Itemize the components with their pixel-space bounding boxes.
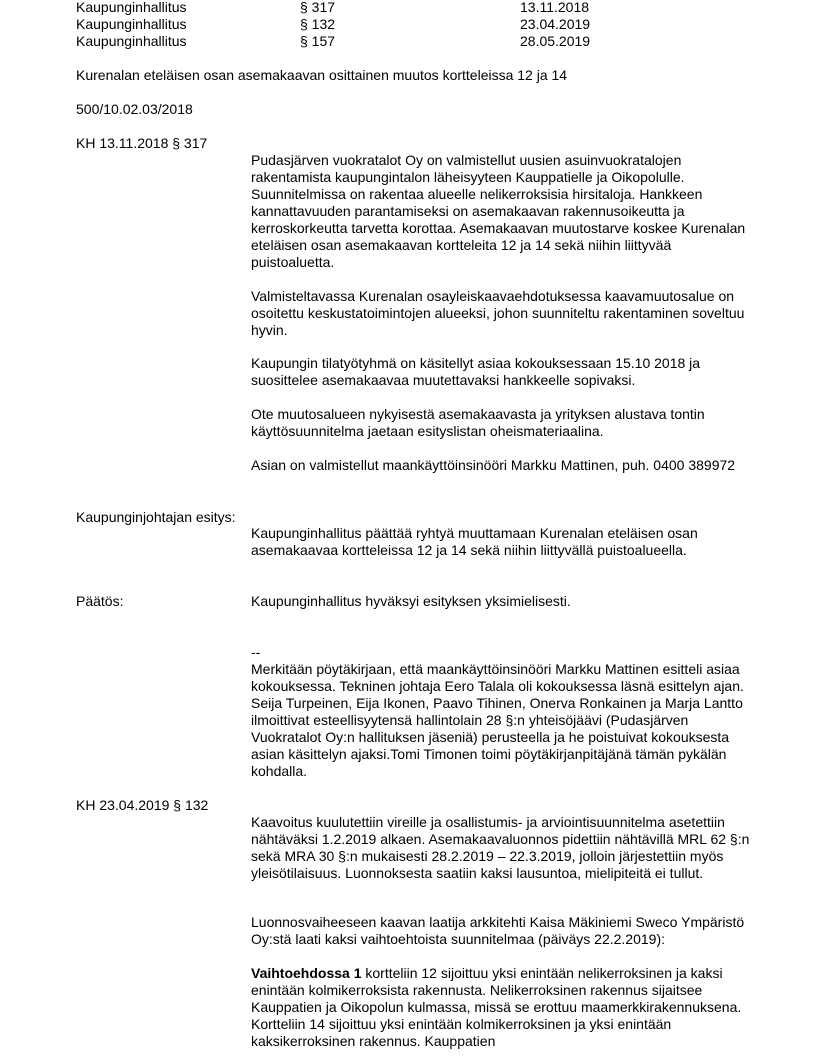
history-date-3: 28.05.2019 [520, 33, 591, 49]
history-body-3: Kaupunginhallitus [76, 33, 187, 49]
history-body-2: Kaupunginhallitus [76, 16, 187, 32]
kh1-paragraph-4: Ote muutosalueen nykyisestä asemakaavasta ja yrityksen alustava tontin käyttösuunnitelma jaetaan esityslistan oheismateriaalina. [251, 406, 705, 439]
history-section-1: § 317 [300, 0, 336, 15]
meeting-notes [251, 661, 751, 780]
option-1-text: kortteliin 12 sijoittuu yksi enintään nelikerroksinen ja kaksi enintään kolmikerroksista rakennusta. Nelikerroksinen rakennus sijaitsee Kauppatien ja Oikopolun kulmassa, missä se erottuu maamerkkirakennuksena. Kortteliin 14 sijoittuu yksi enintään kolmikerroksinen ja yksi enintään kaksikerroksinen rakennus. Kauppatien [251, 965, 742, 1049]
separator: -- [251, 644, 261, 660]
kh2-paragraph-1: Kaavoitus kuulutettiin vireille ja osallistumis- ja arviointisuunnitelma asetettiin nähtäväksi 1.2.2019 alkaen. Asemakaavaluonnos pidettiin nähtävillä MRL 62 §:n sekä MRA 30 §:n mukaisesti 28.2.2019 – 22.3.2019, jolloin järjestettiin myös yleisötilaisuus. Luonnoksesta saatiin kaksi lausuntoa, mielipiteitä ei tullut. [251, 814, 750, 881]
diary-number: 500/10.02.03/2018 [76, 101, 193, 117]
history-date-1: 13.11.2018 [520, 0, 590, 15]
history-section-3: § 157 [300, 33, 336, 49]
kh1-paragraph-5: Asian on valmistellut maankäyttöinsinööri Markku Mattinen, puh. 0400 389972 [251, 457, 736, 473]
decision-label: Päätös: [76, 593, 124, 609]
option-1-label: Vaihtoehdossa 1 [251, 965, 362, 981]
kh1-paragraph-1: Pudasjärven vuokratalot Oy on valmistellut uusien asuinvuokratalojen rakentamista kaupungintalon läheisyyteen Kauppatielle ja Oikopolulle. Suunnitelmissa on rakentaa alueelle nelikerroksisia hirsitaloja. Hankkeen kannattavuuden parantamiseksi on asemakaavan rakennusoikeutta ja kerroskorkeutta tarvetta korottaa. Asemakaavan muutostarve koskee Kurenalan eteläisen osan asemakaavan kortteleita 12 ja 14 sekä niihin liittyvää puistoaluetta. [251, 152, 746, 270]
history-section-2: § 132 [300, 16, 336, 32]
proposal-text: Kaupunginhallitus päättää ryhtyä muuttamaan Kurenalan eteläisen osan asemakaavaa kortteleissa 12 ja 14 sekä niihin liittyvällä puistoalueella. [251, 525, 698, 558]
decision-text: Kaupunginhallitus hyväksyi esityksen yksimielisesti. [251, 593, 571, 609]
note-presenter: Merkitään pöytäkirjaan, että maankäyttöinsinööri Markku Mattinen esitteli asiaa kokouksessa. Tekninen johtaja Eero Talala oli kokouksessa läsnä esittelyn ajan. [251, 661, 744, 694]
subject-title: Kurenalan eteläisen osan asemakaavan osittainen muutos kortteleissa 12 ja 14 [76, 67, 568, 83]
kh2-heading: KH 23.04.2019 § 132 [76, 797, 209, 813]
kh1-paragraph-3: Kaupungin tilatyötyhmä on käsitellyt asiaa kokouksessaan 15.10 2018 ja suosittelee asemakaavaa muutettavaksi hankkeelle sopivaksi. [251, 355, 701, 388]
kh2-paragraph-2: Luonnosvaiheeseen kaavan laatija arkkitehti Kaisa Mäkiniemi Sweco Ympäristö Oy:stä laati kaksi vaihtoehtoista suunnitelmaa (päiväys 22.2.2019): [251, 914, 745, 947]
kh1-paragraph-2: Valmisteltavassa Kurenalan osayleiskaavaehdotuksessa kaavamuutosalue on osoitettu keskustatoimintojen alueeksi, johon suunniteltu rakentaminen soveltuu hyvin. [251, 288, 745, 338]
proposal-label: Kaupunginjohtajan esitys: [76, 509, 236, 525]
history-date-2: 23.04.2019 [520, 16, 591, 32]
kh2-option-1 [251, 965, 751, 1050]
history-body-1: Kaupunginhallitus [76, 0, 187, 15]
note-disqualification: Seija Turpeinen, Eija Ikonen, Paavo Tihinen, Onerva Ronkainen ja Marja Lantto ilmoittivat esteellisyytensä hallintolain 28 §:n yhteisöjäävi (Pudasjärven Vuokratalot Oy:n hallituksen jäseniä) perusteella ja he poistuivat kokouksesta asian käsittelyn ajaksi.Tomi Timonen toimi pöytäkirjanpitäjänä tämän pykälän kohdalla. [251, 695, 743, 779]
kh1-heading: KH 13.11.2018 § 317 [76, 135, 208, 151]
